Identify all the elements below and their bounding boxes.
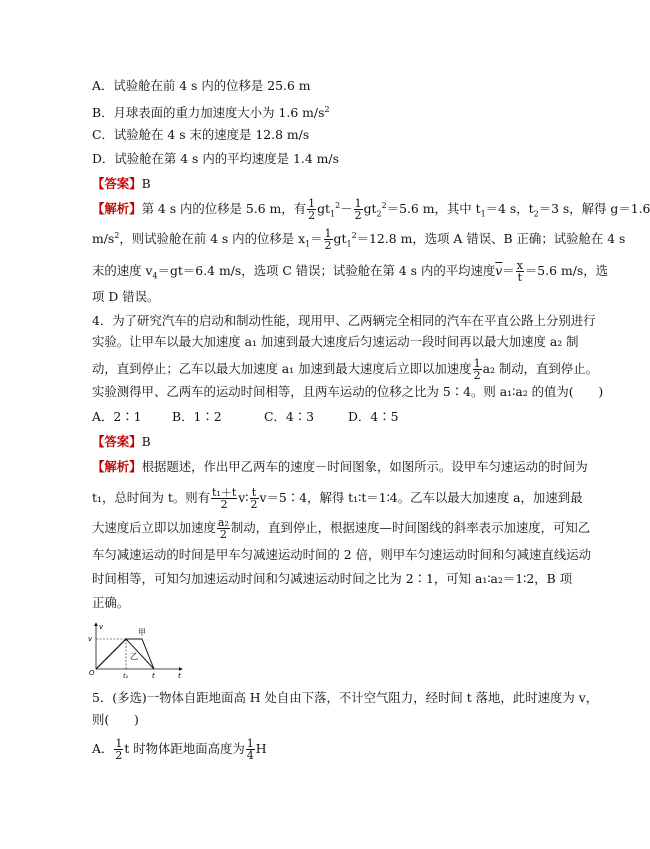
q3-analysis-line2: $m/s^2$，则试验舱在前 4 s 内的位移是 $x_1=$ $\frac{1}{2}$ $gt_1^2=12.8$ m，选项 A 错误、B 正确；试验舱在 4 s <box>92 227 626 253</box>
q3-analysis-line3: 末的速度 $v_4=gt=6.4$ m/s，选项 C 错误；试验舱在第 4 s 内的平均速度$\overline{v}=$ $\frac{x}{t}$ ＝5.6 m/s，选 <box>92 259 609 284</box>
q4-analysis-line5: 时间相等，可知匀加速运动时间和匀减速运动时间之比为 2∶1，可知 a₁∶a₂＝1∶2，B 项 <box>92 571 573 586</box>
v-tick-label: v <box>88 635 93 643</box>
q4-analysis-line3: 大速度后立即以加速度 $\frac{\text{a₂}}{2}$ 制动，直到停止，根据速度—时间图线的斜率表示加速度，可知乙 <box>92 516 591 541</box>
q3-option-b: B．月球表面的重力加速度大小为 1.6 $m/s^2$ <box>92 105 330 121</box>
q5-stem-line1: 5．(多选)一物体自距地面高 H 处自由下落，不计空气阻力，经时间 t 落地，此时速度为 v， <box>92 690 599 705</box>
q4-analysis-line4: 车匀减速运动的时间是甲车匀减速运动时间的 2 倍，则甲车匀速运动时间和匀减速直线运动 <box>92 547 591 562</box>
t-axis-label: t <box>178 672 181 680</box>
q4-option-a: A．2∶1 <box>92 409 142 424</box>
q3-option-c: C．试验舱在 4 s 末的速度是 12.8 m/s <box>92 127 310 142</box>
q3-analysis-line4: 项 D 错误。 <box>92 289 160 304</box>
v-axis-label: v <box>99 623 104 631</box>
q4-option-c: C．4∶3 <box>264 409 315 424</box>
q4-option-d: D．4∶5 <box>348 409 399 424</box>
q4-stem-line2: 实验。让甲车以最大加速度 a₁ 加速到最大速度后匀速运动一段时间再以最大加速度 a₂ 制 <box>92 334 579 349</box>
q3-option-a: A．试验舱在前 4 s 内的位移是 25.6 m <box>92 78 311 93</box>
origin-label: O <box>89 669 95 677</box>
q4-analysis-line2: t₁，总时间为 t。则有 $\frac{\text{t₁＋t}}{2}$ v∶ $\frac{t}{2}$ v＝5∶4，解得 t₁∶t＝1∶4。乙车以最大加速度 a，加速到最 <box>92 486 583 511</box>
q3-answer: 【答案】B <box>92 176 151 191</box>
yi-label: 乙 <box>130 652 138 661</box>
q5-option-a: A． $\frac{1}{2}$ t 时物体距地面高度为 $\frac{1}{4}$ H <box>92 737 267 762</box>
t1-tick-label: t₁ <box>123 672 129 680</box>
velocity-time-graph <box>80 619 190 681</box>
jia-line <box>96 639 154 669</box>
q4-option-b: B．1∶2 <box>172 409 222 424</box>
t-tick-label: t <box>152 672 155 680</box>
q4-stem-line1: 4．为了研究汽车的启动和制动性能，现用甲、乙两辆完全相同的汽车在平直公路上分别进行 <box>92 313 596 328</box>
q4-answer: 【答案】B <box>92 434 151 449</box>
q4-analysis-line6: 正确。 <box>92 595 130 610</box>
q4-analysis-line1: 【解析】根据题述，作出甲乙两车的速度－时间图象，如图所示。设甲车匀速运动的时间为 <box>92 459 588 474</box>
jia-label: 甲 <box>138 628 146 637</box>
yi-line <box>96 639 154 669</box>
q3-option-d: D．试验舱在第 4 s 内的平均速度是 1.4 m/s <box>92 151 339 166</box>
q4-stem-line3: 动，直到停止；乙车以最大加速度 a₁ 加速到最大速度后立即以加速度 $\frac{1}{2}$ a₂ 制动，直到停止。 <box>92 357 598 382</box>
q3-analysis-line1: 【解析】第 4 s 内的位移是 5.6 m，有 $\frac{1}{2}$ $gt_1^2-$ $\frac{1}{2}$ $gt_2^2=5.6$ m，其中 $t_1=4$ s，$t_2=3$ s，解得 g＝1.6 <box>92 197 650 223</box>
q4-options <box>92 409 398 425</box>
q5-stem-line2: 则( ) <box>92 712 139 727</box>
q4-stem-line4: 实验测得甲、乙两车的运动时间相等，且两车运动的位移之比为 5∶4。则 a₁∶a₂ 的值为( ) <box>92 384 604 399</box>
